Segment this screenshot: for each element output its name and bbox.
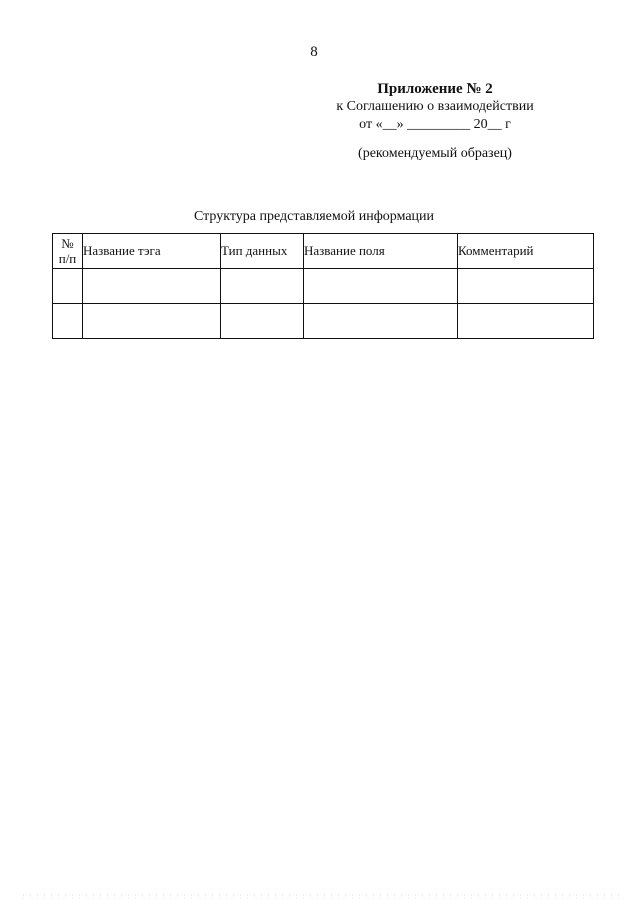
table-cell [53,269,83,304]
appendix-title: Приложение № 2 [377,81,493,97]
header-tag-name: Название тэга [83,234,221,269]
appendix-header [300,80,570,134]
header-comment: Комментарий [458,234,594,269]
info-structure-table [52,233,594,339]
appendix-date-line: от «__» _________ 20__ г [359,117,511,132]
table-cell [458,269,594,304]
table-cell [221,269,304,304]
table-header-row [53,234,594,269]
table-cell [221,304,304,339]
scan-artifact [20,893,620,899]
table-row [53,304,594,339]
header-number-abbr: п/п [58,251,77,266]
sample-note: (рекомендуемый образец) [358,146,512,161]
table-title: Структура представляемой информации [193,209,435,224]
table-cell [304,269,458,304]
header-data-type: Тип данных [221,234,304,269]
table-cell [83,269,221,304]
table-cell [304,304,458,339]
table-cell [458,304,594,339]
header-field-name: Название поля [304,234,458,269]
header-number [53,234,83,269]
appendix-reference: к Соглашению о взаимодействии [336,99,534,114]
header-number-symbol: № [61,236,74,251]
page-number: 8 [310,44,318,60]
table-cell [83,304,221,339]
table-row [53,269,594,304]
table-cell [53,304,83,339]
